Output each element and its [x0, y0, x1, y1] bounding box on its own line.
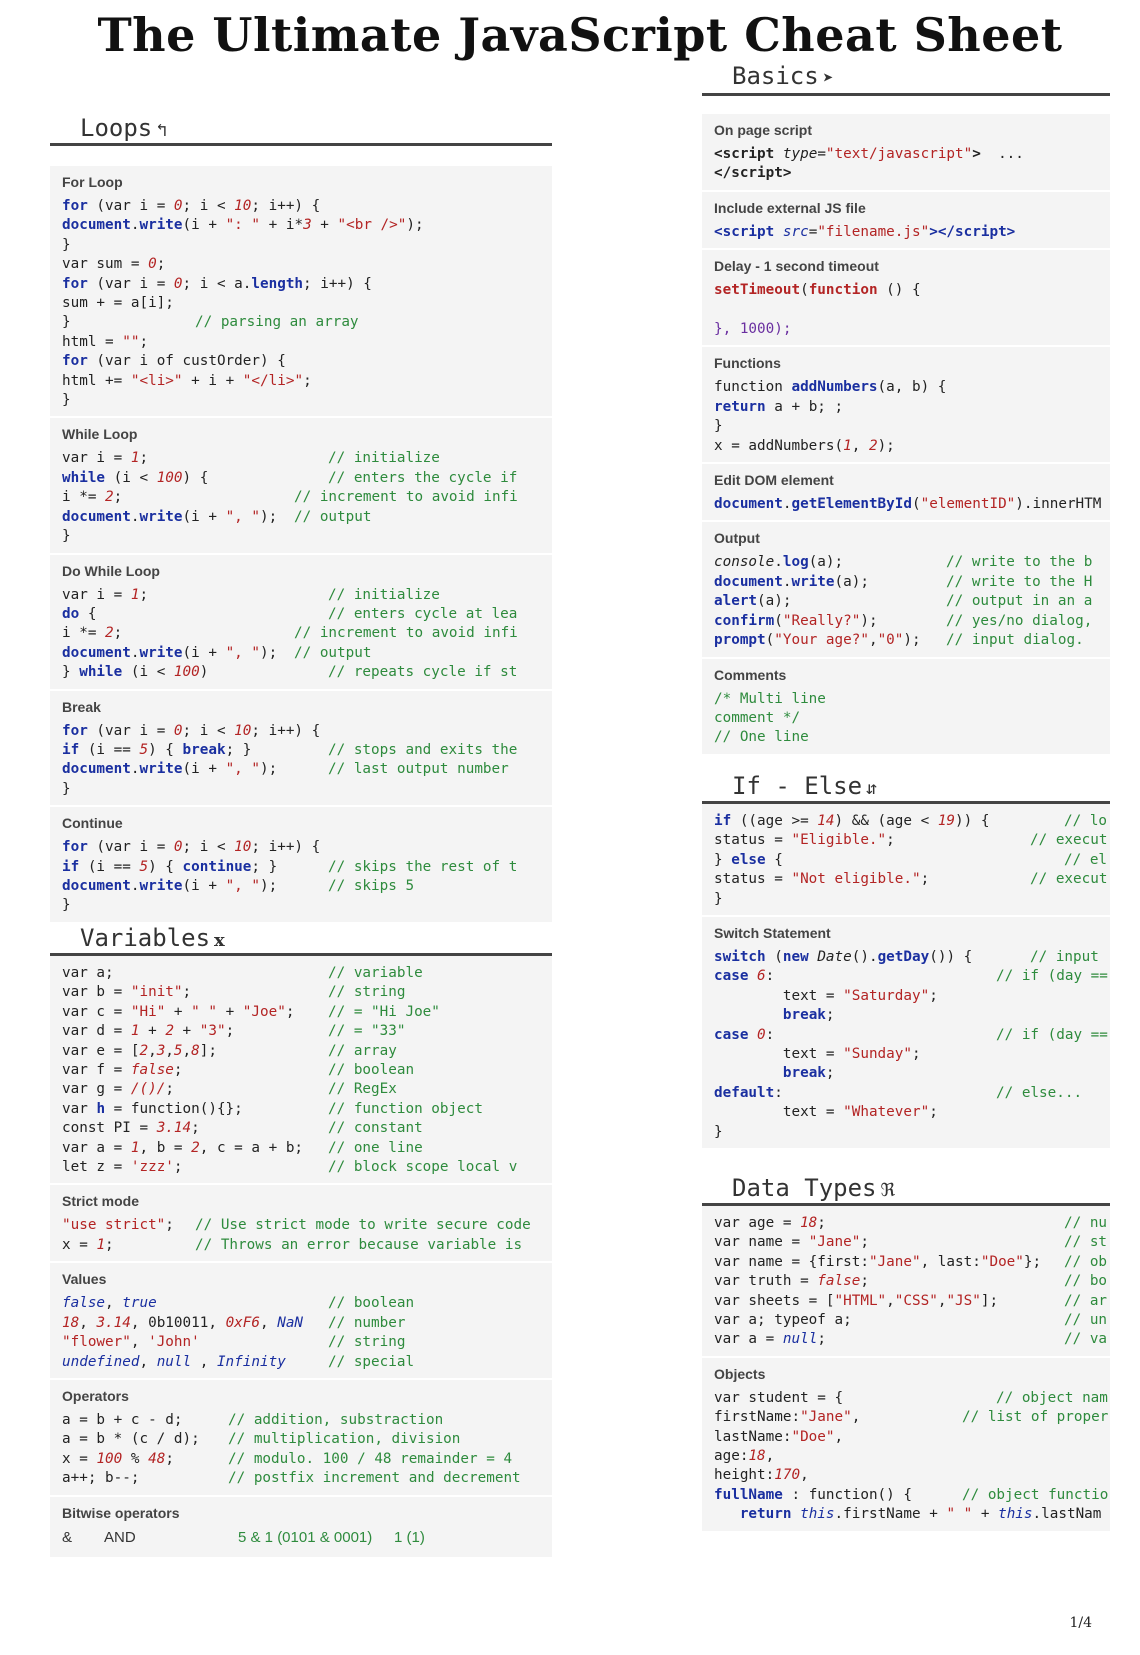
basics-header: [702, 60, 1110, 96]
code-line: switch (new Date().getDay()) { // input: [714, 949, 1099, 966]
do-while-block: [50, 555, 552, 691]
code-line: }: [714, 418, 723, 435]
code-line: prompt("Your age?","0"); // input dialog.: [714, 632, 1084, 649]
code-line: }, 1000);: [714, 321, 792, 338]
block-title: For Loop: [62, 174, 123, 190]
code-line: /* Multi line: [714, 690, 826, 707]
objects-block: [702, 1358, 1110, 1533]
code-line: x = addNumbers(1, 2);: [714, 437, 895, 454]
code-line: document.getElementById("elementID").innerHTM: [714, 496, 1102, 513]
bitwise-block: [50, 1497, 552, 1559]
page-number: 1/4: [1069, 1615, 1092, 1631]
ifelse-title: If - Else: [732, 772, 863, 800]
code-line: var name = {first:"Jane", last:"Doe"}; // ob: [714, 1253, 1108, 1270]
code-line: while (i < 100) { // enters the cycle if: [62, 469, 518, 486]
code-line: if ((age >= 14) && (age < 19)) { // lo: [714, 813, 1108, 829]
code-line: var name = "Jane"; // st: [714, 1234, 1108, 1251]
block-title: Output: [714, 530, 760, 547]
block-title: Objects: [714, 1365, 766, 1382]
code-line: do { // enters cycle at lea: [62, 605, 518, 622]
block-title: Switch Statement: [714, 925, 831, 942]
edit-dom-block: [702, 464, 1110, 522]
code-line: } else { // el: [714, 851, 1108, 868]
output-block: [702, 522, 1110, 658]
code-line: var a; // variable: [62, 965, 423, 981]
block-title: While Loop: [62, 426, 138, 443]
code-line: [714, 301, 1100, 320]
code-line: } // parsing an array: [62, 314, 359, 331]
code-line: case 6: // if (day ==: [714, 968, 1108, 985]
while-loop-block: [50, 418, 552, 554]
code-line: i *= 2; // increment to avoid infi: [62, 625, 518, 642]
code-line: }: [62, 780, 71, 797]
code-line: setTimeout(function () {: [714, 282, 921, 299]
arrow-right-icon: ➤: [822, 68, 834, 89]
block-title: Functions: [714, 355, 781, 372]
code-line: x = 100 % 48; // modulo. 100 / 48 remainder = 4: [62, 1450, 513, 1467]
code-line: for (var i = 0; i < a.length; i++) {: [62, 275, 372, 292]
code-line: comment */: [714, 709, 801, 726]
block-title: Bitwise operators: [62, 1504, 180, 1521]
code-line: }: [62, 236, 71, 253]
code-line: document.write(i + ", "); // output: [62, 644, 372, 661]
code-line: if (i == 5) { continue; } // skips the rest of t: [62, 858, 518, 875]
code-line: "flower", 'John' // string: [62, 1334, 406, 1351]
code-line: const PI = 3.14; // constant: [62, 1120, 423, 1137]
loops-title: Loops: [80, 114, 153, 142]
block-title: Comments: [714, 666, 787, 683]
code-line: for (var i = 0; i < 10; i++) {: [62, 198, 321, 214]
code-line: break;: [782, 1007, 835, 1024]
ifelse-section: [702, 770, 1110, 1150]
code-line: var e = [2,3,5,8]; // array: [62, 1042, 397, 1059]
datatypes-title: Data Types: [732, 1174, 877, 1202]
code-line: case 0: // if (day ==: [714, 1026, 1108, 1043]
code-line: }: [62, 528, 71, 545]
code-line: console.log(a); // write to the b: [714, 554, 1093, 571]
variable-x-icon: x: [214, 930, 225, 951]
code-line: return a + b; ;: [714, 398, 844, 415]
ifelse-header: [702, 770, 1110, 804]
basics-section: [702, 60, 1110, 756]
block-title: Do While Loop: [62, 562, 160, 579]
code-line: var sheets = ["HTML","CSS","JS"]; // ar: [714, 1292, 1108, 1309]
code-line: var g = /()/; // RegEx: [62, 1081, 397, 1098]
code-line: a++; b--; // postfix increment and decrement: [62, 1470, 521, 1487]
operators-block: [50, 1380, 552, 1497]
code-line: if (i == 5) { break; } // stops and exits the: [62, 741, 518, 758]
datatypes-block: [702, 1206, 1110, 1358]
real-numbers-icon: ℜ: [880, 1180, 896, 1201]
code-line: undefined, null , Infinity // special: [62, 1353, 415, 1370]
code-line: var truth = false; // bo: [714, 1273, 1108, 1290]
delay-block: [702, 250, 1110, 347]
block-title: Delay - 1 second timeout: [714, 258, 879, 275]
comments-block: [702, 659, 1110, 756]
code-line: html = "";: [62, 333, 149, 350]
break-block: [50, 691, 552, 808]
block-title: Include external JS file: [714, 199, 866, 216]
code-line: break;: [782, 1065, 835, 1082]
code-line: status = "Eligible."; // execut: [714, 832, 1108, 849]
code-line: age:18,: [714, 1448, 775, 1465]
datatypes-header: [702, 1172, 1110, 1206]
loops-header: [50, 112, 552, 146]
code-line: text = "Saturday";: [714, 987, 938, 1004]
code-line: }: [62, 392, 71, 409]
code-line: var d = 1 + 2 + "3"; // = "33": [62, 1023, 406, 1040]
bitwise-name: AND: [104, 1528, 136, 1546]
code-line: }: [714, 890, 723, 907]
block-title: Edit DOM element: [714, 472, 834, 489]
code-line: text = "Sunday";: [714, 1046, 921, 1063]
variables-title: Variables: [80, 924, 211, 952]
bitwise-example: 5 & 1 (0101 & 0001): [238, 1528, 373, 1546]
code-line: var a = null; // va: [714, 1331, 1108, 1348]
loop-arrow-icon: ↰: [156, 120, 168, 141]
code-line: var c = "Hi" + " " + "Joe"; // = "Hi Joe": [62, 1003, 440, 1020]
page-title: The Ultimate JavaScript Cheat Sheet: [97, 8, 1063, 62]
code-line: }: [714, 1123, 723, 1140]
code-line: a = b * (c / d); // multiplication, division: [62, 1431, 461, 1448]
code-line: sum + = a[i];: [62, 295, 174, 312]
values-block: [50, 1263, 552, 1380]
variables-section: [50, 922, 552, 1559]
code-line: document.write(i + ", "); // skips 5: [62, 877, 415, 894]
variables-block: [50, 956, 552, 1185]
functions-block: [702, 347, 1110, 464]
code-line: a = b + c - d; // addition, substraction: [62, 1411, 444, 1428]
code-line: }: [62, 897, 71, 914]
code-line: html += "<li>" + i + "</li>";: [62, 372, 312, 389]
code-line: "use strict"; // Use strict mode to write secure code: [62, 1217, 531, 1234]
code-line: x = 1; // Throws an error because variable is: [62, 1236, 523, 1253]
code-line: var f = false; // boolean: [62, 1062, 415, 1079]
code-line: text = "Whatever";: [714, 1104, 938, 1121]
include-js-block: [702, 192, 1110, 250]
bitwise-row: [62, 1528, 542, 1548]
code-line: firstName:"Jane", // list of proper: [714, 1409, 1109, 1426]
code-line: var b = "init"; // string: [62, 984, 406, 1001]
code-line: for (var i = 0; i < 10; i++) {: [62, 722, 321, 739]
code-line: return this.firstName + " " + this.lastNam: [739, 1506, 1102, 1523]
variables-header: [50, 922, 552, 956]
code-line: var i = 1; // initialize: [62, 586, 440, 603]
basics-title: Basics: [732, 62, 819, 90]
onpage-script-block: [702, 114, 1110, 192]
code-line: default: // else...: [714, 1084, 1083, 1101]
code-line: height:170,: [714, 1467, 809, 1484]
code-line: var a = 1, b = 2, c = a + b; // one line: [62, 1139, 423, 1156]
code-line: alert(a); // output in an a: [714, 593, 1093, 610]
switch-block: [702, 917, 1110, 1150]
continue-block: [50, 807, 552, 924]
code-line: fullName : function() { // object functio: [714, 1486, 1109, 1503]
code-line: confirm("Really?"); // yes/no dialog,: [714, 612, 1093, 629]
code-line: lastName:"Doe",: [714, 1428, 844, 1445]
code-line: document.write(i + ": " + i*3 + "<br />");: [62, 217, 424, 234]
block-title: On page script: [714, 122, 813, 138]
code-line: <script src="filename.js"></script>: [714, 223, 1016, 240]
code-line: for (var i of custOrder) {: [62, 353, 286, 370]
bitwise-result: 1 (1): [394, 1528, 425, 1546]
code-line: let z = 'zzz'; // block scope local v: [62, 1159, 518, 1176]
code-line: document.write(a); // write to the H: [714, 573, 1093, 590]
code-line: var h = function(){}; // function object: [62, 1100, 483, 1117]
code-line: function addNumbers(a, b) {: [714, 379, 947, 396]
code-line: var a; typeof a; // un: [714, 1312, 1108, 1329]
for-loop-block: [50, 166, 552, 418]
block-title: Operators: [62, 1387, 129, 1404]
code-line: document.write(i + ", "); // last output number: [62, 761, 509, 778]
code-line: var student = { // object nam: [714, 1389, 1108, 1406]
code-line: </script>: [714, 165, 792, 182]
code-line: <script type="text/javascript"> ...: [714, 146, 1024, 162]
block-title: Strict mode: [62, 1193, 140, 1210]
block-title: Values: [62, 1271, 107, 1288]
loops-section: [50, 112, 552, 924]
code-line: // One line: [714, 729, 809, 746]
ifelse-block: [702, 804, 1110, 917]
code-line: document.write(i + ", "); // output: [62, 508, 372, 525]
datatypes-section: [702, 1172, 1110, 1533]
code-line: false, true // boolean: [62, 1295, 415, 1312]
code-line: i *= 2; // increment to avoid infi: [62, 489, 518, 506]
code-line: } while (i < 100) // repeats cycle if st: [62, 664, 518, 681]
swap-arrows-icon: ⇵: [866, 778, 877, 799]
bitwise-symbol: &: [62, 1528, 73, 1546]
code-line: var sum = 0;: [62, 256, 166, 273]
code-line: for (var i = 0; i < 10; i++) {: [62, 839, 321, 856]
block-title: Break: [62, 698, 101, 715]
code-line: 18, 3.14, 0b10011, 0xF6, NaN // number: [62, 1314, 406, 1331]
code-line: status = "Not eligible."; // execut: [714, 871, 1108, 888]
code-line: var age = 18; // nu: [714, 1215, 1108, 1231]
strict-mode-block: [50, 1185, 552, 1263]
block-title: Continue: [62, 815, 123, 832]
code-line: var i = 1; // initialize: [62, 450, 440, 467]
